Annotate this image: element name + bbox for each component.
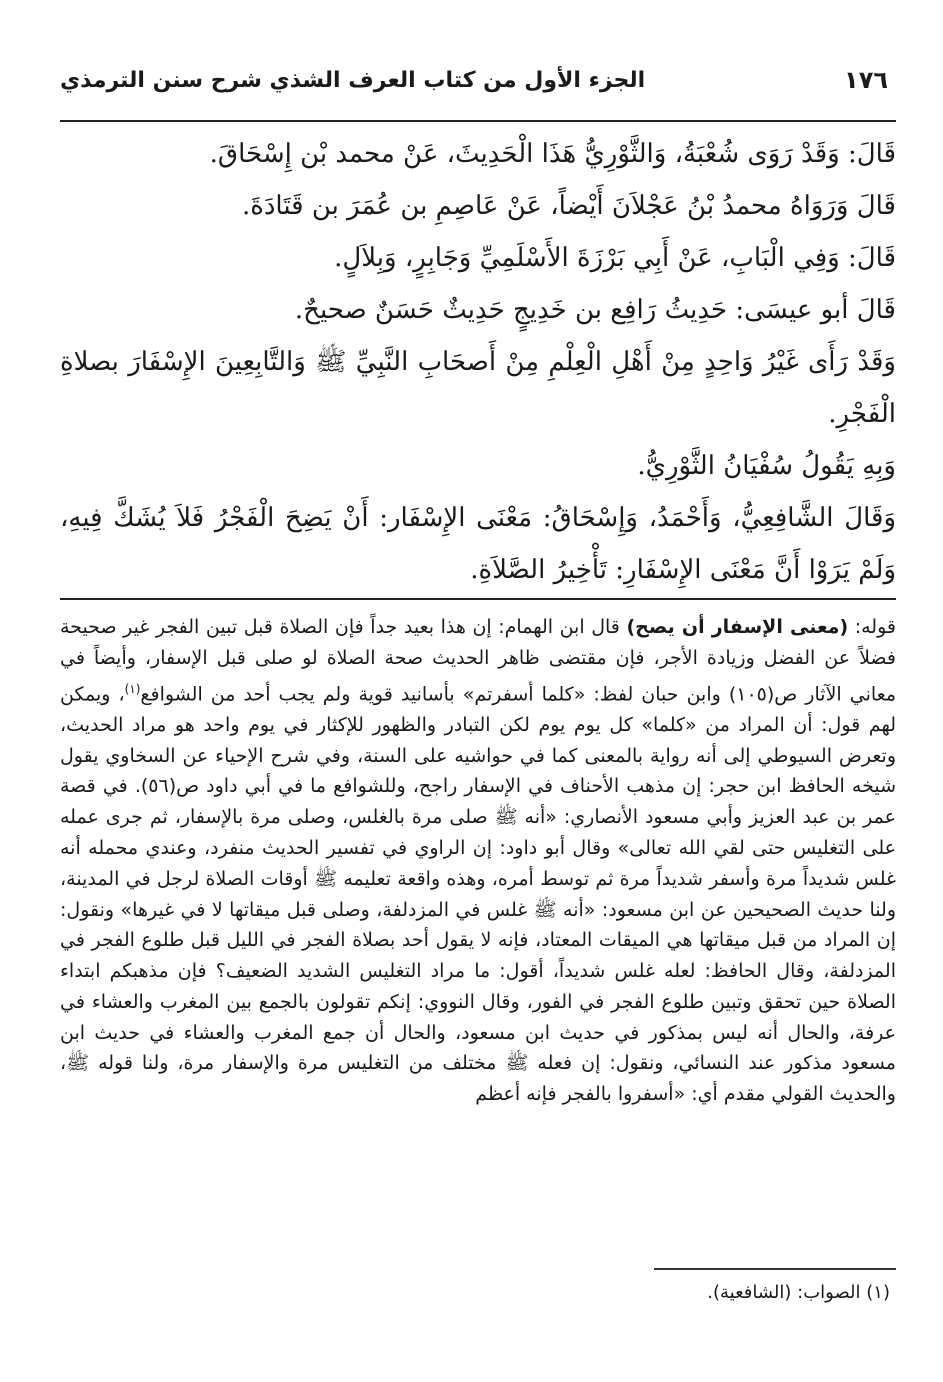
footnote-reference[interactable]: (١) [124, 681, 141, 696]
commentary-separator [60, 598, 896, 600]
main-paragraph: وَبِهِ يَقُولُ سُفْيَانُ الثَّوْرِيُّ. [637, 451, 896, 481]
main-paragraph: قَالَ وَرَوَاهُ محمدُ بْنُ عَجْلاَنَ أَيْضاً، عَنْ عَاصِمِ بن عُمَرَ بن قَتَادَةَ. [241, 191, 896, 221]
commentary-heading: (معنى الإسفار أن يصح) [626, 616, 849, 638]
hadith-text [60, 128, 896, 596]
page-number: ١٧٦ [844, 66, 888, 94]
commentary-body-part2: ، ويمكن لهم قول: أن المراد من «كلما» كل يوم يوم لكن التبادر والظهور للإكثار في يوم واحد هو مراد الحديث، وتعرض السيوطي إلى أنه رواية بالمعنى كما في حواشيه على السنة، وفي شرح الإحياء عن السخاوي يقول شيخه الحافظ ابن حجر: إن مذهب الأحناف في الإسفار راجح، وللشوافع ما في أبي داود ص(٥٦). في قصة عمر بن عبد العزيز وأبي مسعود الأنصاري: «أنه ﷺ صلى مرة بالغلس، وصلى مرة بالإسفار، ثم جرى عمله على التغليس حتى لقي الله تعالى» وقال أبو داود: إن الراوي في تفسير الحديث منفرد، وعندي محمله أنه غلس شديداً مرة وأسفر شديداً مرة ثم توسط أمره، وهذه واقعة تعليمه ﷺ أوقات الصلاة لرجل في المدينة، ولنا حديث الصحيحين عن ابن مسعود: «أنه ﷺ غلس في المزدلفة، وصلى قبل ميقاتها لا في غيرها» ونقول: إن المراد من قبل ميقاتها هي الميقات المعتاد، فإنه لا يقول أحد بصلاة الفجر في الليل قبل طلوع الفجر في المزدلفة، وقال الحافظ: لعله غلس شديداً، أقول: ما مراد التغليس الشديد الضعيف؟ فإن مذهبكم ابتداء الصلاة حين تحقق وتبين طلوع الفجر في الفور، وقال النووي: إنكم تقولون بالجمع بين المغرب والعشاء في عرفة، والحال أنه ليس بمذكور في حديث ابن مسعود، والحال أن جمع المغرب والعشاء في حديث ابن مسعود مذكور عند النسائي، ونقول: إن فعله ﷺ مختلف من التغليس مرة والإسفار مرة، ولنا قوله ﷺ، والحديث القولي مقدم أي: «أسفروا بالفجر فإنه أعظم [60, 682, 896, 1106]
main-paragraph: قَالَ: وَفِي الْبَابِ، عَنْ أَبِي بَرْزَةَ الأَسْلَمِيِّ وَجَابِرٍ، وَبِلاَلٍ. [334, 243, 896, 273]
main-paragraph: قَالَ: وَقَدْ رَوَى شُعْبَةُ، وَالثَّوْرِيُّ هَذَا الْحَدِيثَ، عَنْ محمد بْن إِسْحَاقَ. [209, 139, 896, 169]
footnote-rule [654, 1268, 896, 1270]
page-header [60, 64, 896, 104]
commentary-text [60, 612, 896, 1110]
commentary-body-part1: قال ابن الهمام: إن هذا بعيد جداً فإن الصلاة قبل تبين الفجر غير صحيحة فضلاً عن الفضل وزيادة الأجر، فإن مقتضى ظاهر الحديث صحة الصلاة لو صلى قبل الإسفار، وأيضاً في معاني الآثار ص(١٠٥) وابن حبان لفظ: «كلما أسفرتم» بأسانيد قوية ولم يجب أحد من الشوافع [60, 616, 896, 705]
running-title: الجزء الأول من كتاب العرف الشذي شرح سنن الترمذي [60, 68, 646, 93]
header-rule [60, 120, 896, 122]
main-paragraph: قَالَ أبو عيسَى: حَدِيثُ رَافِع بن خَدِيجٍ حَدِيثٌ حَسَنٌ صحيحٌ. [294, 295, 896, 325]
commentary-paragraph [60, 612, 896, 1110]
main-paragraph: وَقَالَ الشَّافِعِيُّ، وَأَحْمَدُ، وَإِسْحَاقُ: مَعْنَى الإِسْفَار: أَنْ يَضِحَ الْفَجْرُ فَلاَ يُشَكَّ فِيهِ، وَلَمْ يَرَوْا أَنَّ مَعْنَى الإِسْفَارِ: تَأْخِيرُ الصَّلاَةِ. [60, 503, 896, 585]
commentary-intro: قوله: [848, 616, 896, 638]
footnote: (١) الصواب: (الشافعية). [707, 1282, 890, 1303]
main-paragraph: وَقَدْ رَأَى غَيْرُ وَاحِدٍ مِنْ أَهْلِ الْعِلْمِ مِنْ أَصحَابِ النَّبِيِّ ﷺ وَالتَّابِعِينَ الإِسْفَارَ بصلاةِ الْفَجْرِ. [60, 347, 896, 429]
